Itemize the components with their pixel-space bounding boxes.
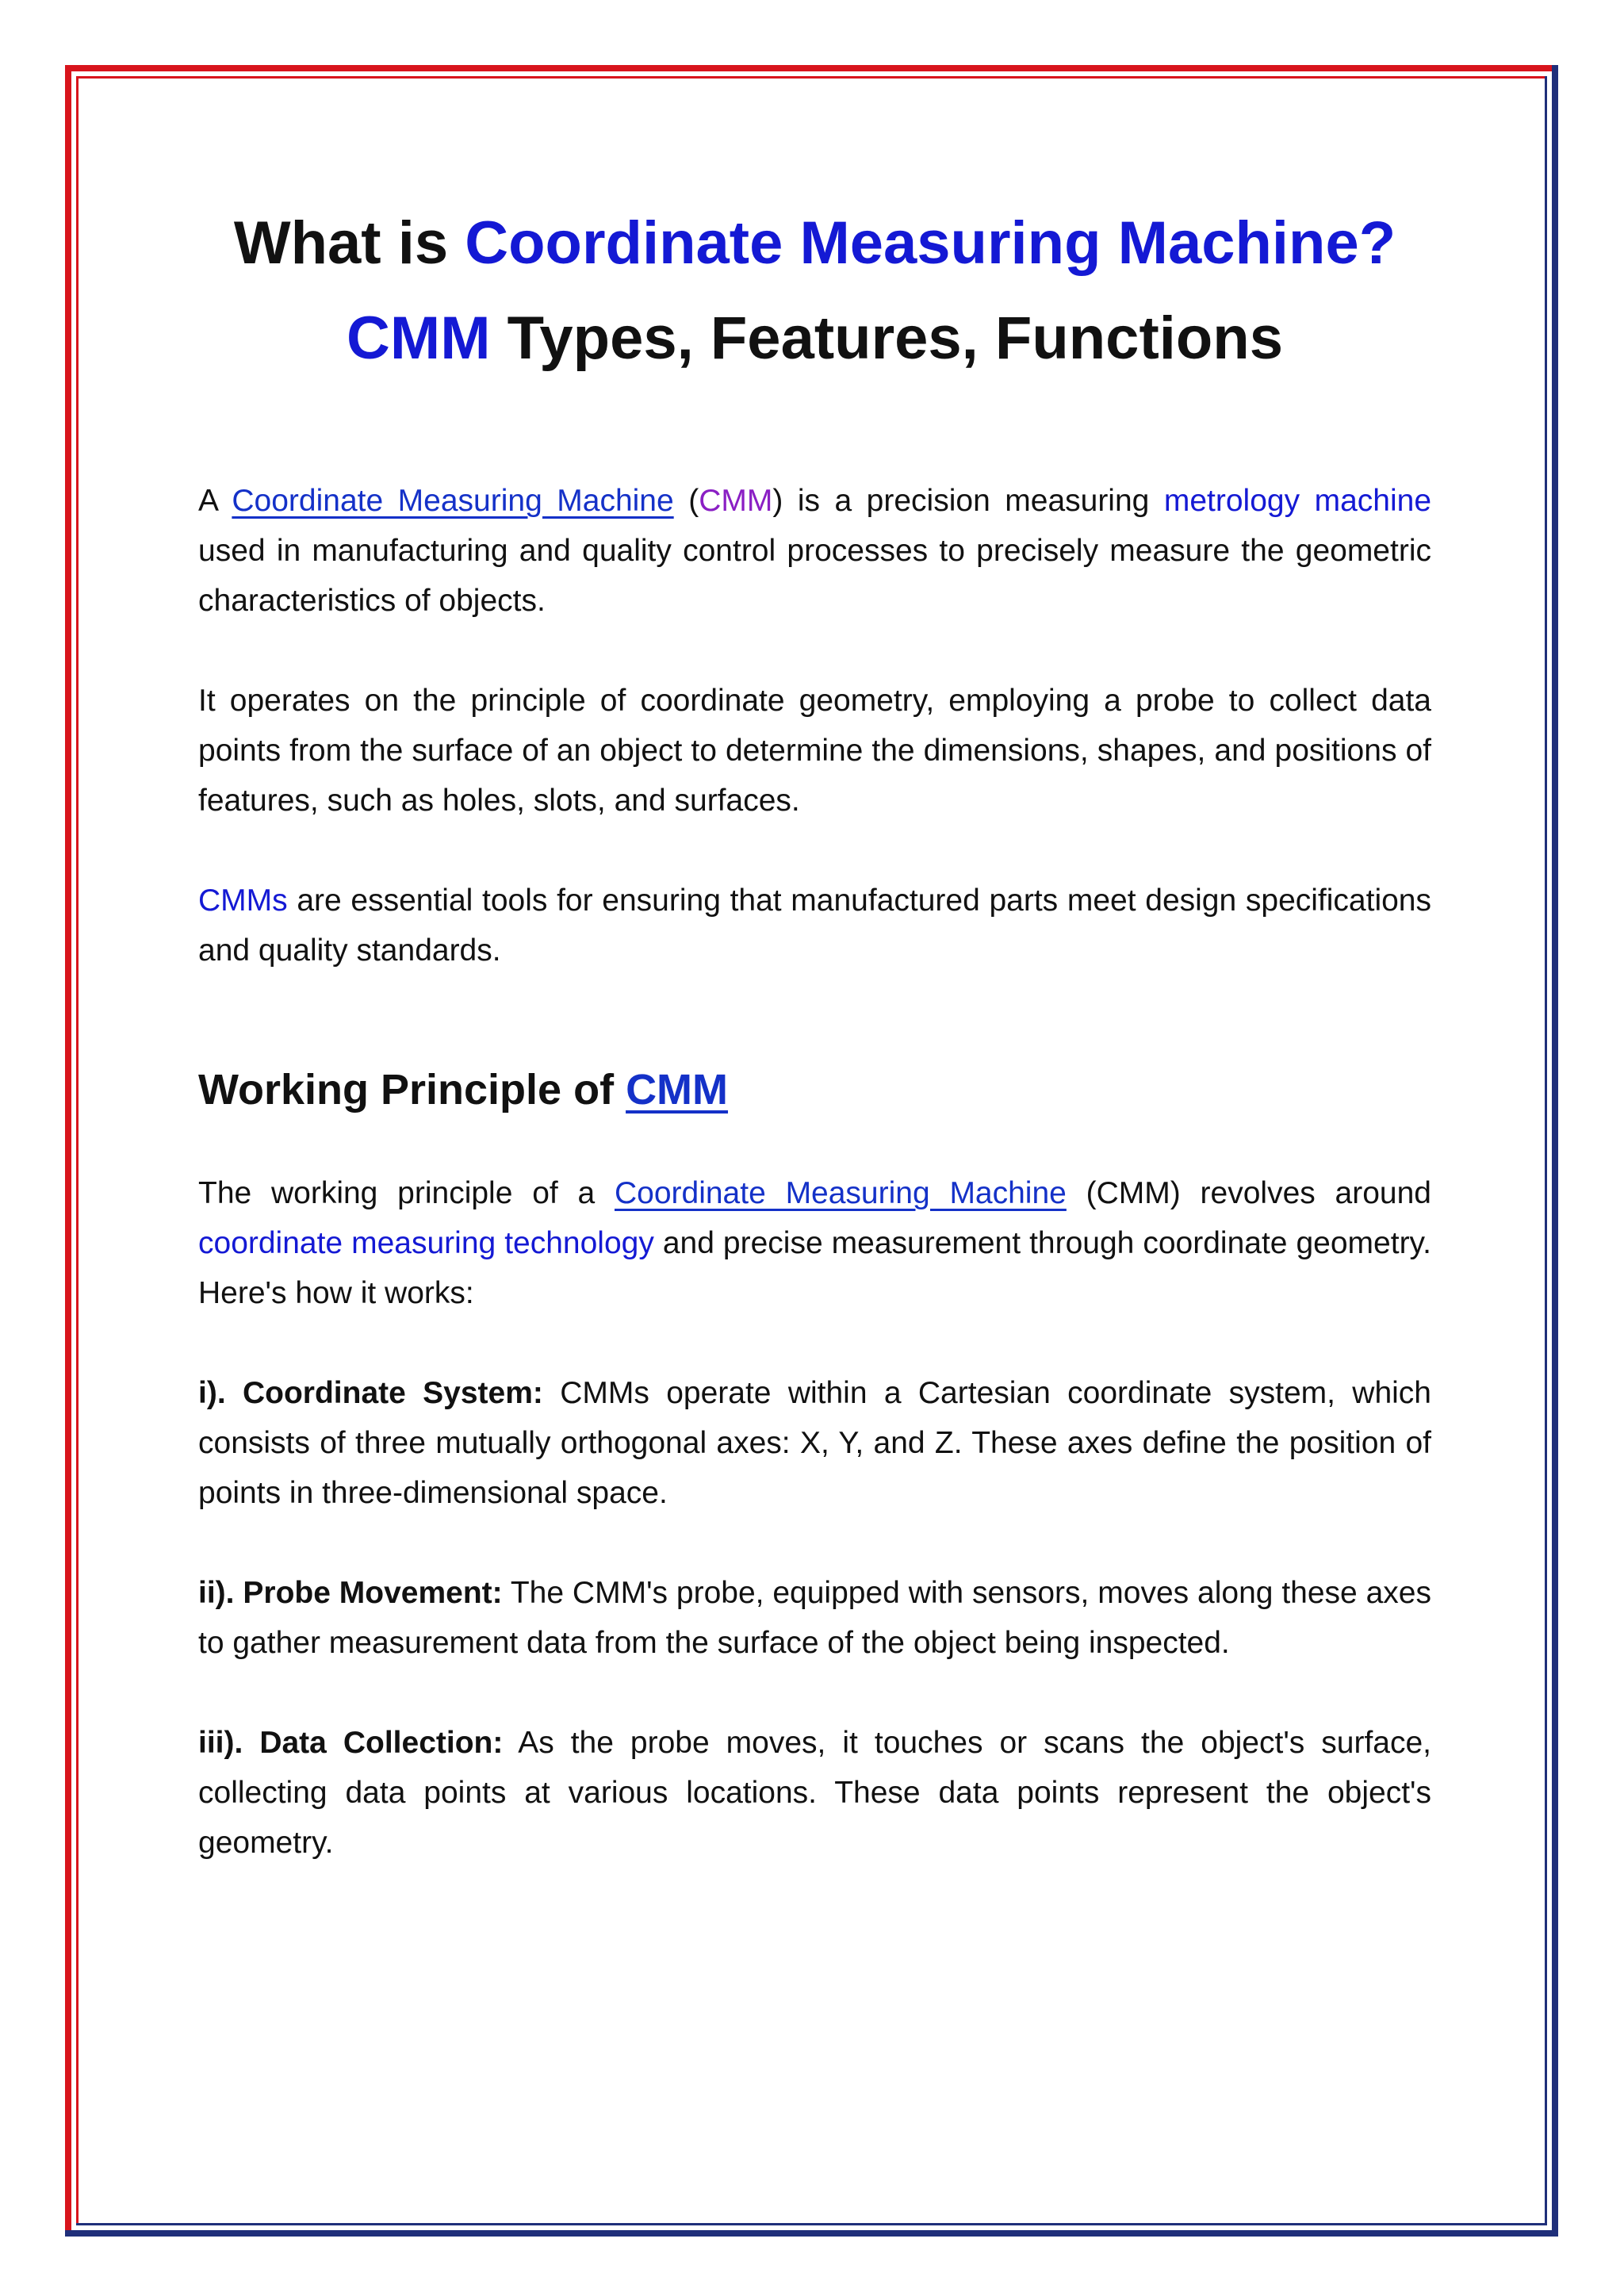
intro-paragraph-1	[198, 476, 1431, 626]
text: ) is a precision measuring	[772, 484, 1164, 518]
text: (	[673, 484, 699, 518]
text: (CMM) revolves around	[1066, 1176, 1431, 1210]
page-title	[198, 196, 1431, 386]
text: A	[198, 484, 232, 518]
item-text: The CMM's probe, equipped with sensors, moves along these axes to gather measurement data from the surface of the object being inspected.	[198, 1576, 1432, 1660]
item-label: iii). Data Collection:	[198, 1726, 504, 1760]
text: are essential tools for ensuring that manufactured parts meet design specifications and quality standards.	[198, 884, 1431, 968]
metrology-term: metrology machine	[1163, 484, 1432, 518]
technology-term: coordinate measuring technology	[198, 1226, 654, 1260]
item-label: i). Coordinate System:	[198, 1376, 543, 1410]
item-text: CMMs operate within a Cartesian coordinate system, which consists of three mutually orthogonal axes: X, Y, and Z. These axes define the position of points in three-dimensional space.	[198, 1376, 1431, 1510]
text: and precise measurement through coordinate geometry. Here's how it works:	[198, 1226, 1431, 1310]
heading-text: Working Principle of	[198, 1066, 626, 1114]
intro-paragraph-2: It operates on the principle of coordinate geometry, employing a probe to collect data points from the surface of an object to determine the dimensions, shapes, and positions of features, such as holes, slots, and surfaces.	[198, 684, 1431, 818]
title-accent-2: CMM	[347, 305, 491, 372]
title-plain-2: Types, Features, Functions	[490, 305, 1283, 372]
title-plain-1: What is	[233, 209, 465, 277]
section-heading	[198, 1058, 1431, 1121]
list-item	[198, 1718, 1431, 1868]
item-text: As the probe moves, it touches or scans the object's surface, collecting data points at various locations. These data points represent the object's geometry.	[198, 1726, 1431, 1860]
list-item	[198, 1368, 1431, 1518]
heading-cmm-link[interactable]: CMM	[626, 1066, 729, 1114]
text: The working principle of a	[198, 1176, 615, 1210]
text: used in manufacturing and quality control processes to precisely measure the geometric characteristics of objects.	[198, 534, 1431, 618]
cmm-term: CMM	[699, 484, 773, 518]
intro-paragraph-3	[198, 876, 1431, 976]
article	[198, 198, 1431, 1868]
item-label: ii). Probe Movement:	[198, 1576, 503, 1610]
cmms-term: CMMs	[198, 884, 288, 918]
cmm-link[interactable]: Coordinate Measuring Machine	[232, 484, 674, 518]
cmm-link-2[interactable]: Coordinate Measuring Machine	[614, 1176, 1067, 1210]
section-paragraph-1	[198, 1168, 1431, 1318]
title-accent-1: Coordinate Measuring Machine?	[465, 209, 1396, 277]
list-item	[198, 1568, 1431, 1668]
